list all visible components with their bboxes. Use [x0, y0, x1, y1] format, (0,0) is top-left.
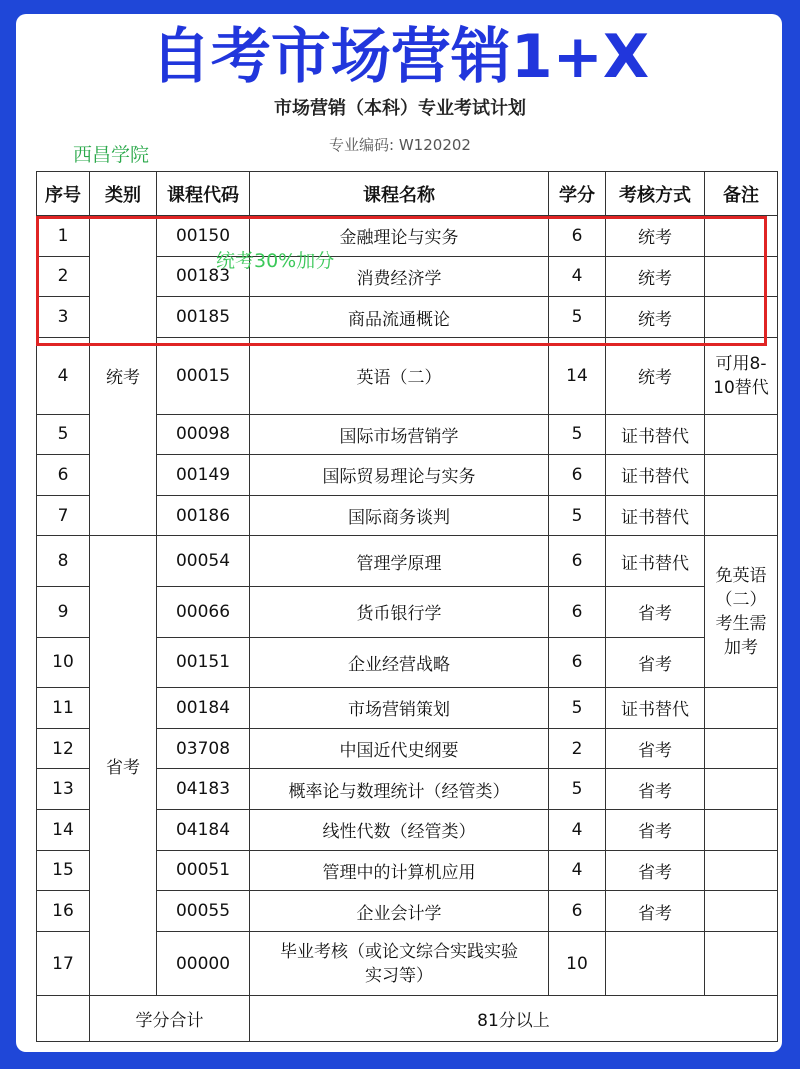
- exam-plan-table: [36, 171, 778, 1042]
- row-credit: 6: [549, 216, 606, 257]
- row-code: 00150: [157, 216, 250, 257]
- row-note: [705, 891, 778, 932]
- row-no: 6: [37, 455, 90, 496]
- row-method: 省考: [606, 850, 705, 891]
- row-no: 3: [37, 297, 90, 338]
- row-course-name: 金融理论与实务: [250, 216, 549, 257]
- row-no: 7: [37, 495, 90, 536]
- row-course-name: 消费经济学: [250, 256, 549, 297]
- row-no: 1: [37, 216, 90, 257]
- row-credit: 4: [549, 850, 606, 891]
- row-code: 00151: [157, 637, 250, 688]
- row-method: 统考: [606, 216, 705, 257]
- table-header-row: [37, 172, 778, 216]
- row-method: 省考: [606, 637, 705, 688]
- row-note: [705, 932, 778, 996]
- total-label: 学分合计: [90, 996, 250, 1042]
- row-no: 17: [37, 932, 90, 996]
- row-no: 5: [37, 414, 90, 455]
- row-credit: 6: [549, 891, 606, 932]
- header-credit: 学分: [549, 172, 606, 216]
- row-method: 证书替代: [606, 495, 705, 536]
- table-row: [37, 216, 778, 257]
- row-method: 省考: [606, 586, 705, 637]
- row-credit: 5: [549, 414, 606, 455]
- row-no: 8: [37, 536, 90, 587]
- row-no: 11: [37, 688, 90, 729]
- row-course-name: 线性代数（经管类）: [250, 809, 549, 850]
- category-provincial: 省考: [90, 536, 157, 996]
- row-note: [705, 728, 778, 769]
- row-course-name: 国际贸易理论与实务: [250, 455, 549, 496]
- row-note: [705, 297, 778, 338]
- row-note: [705, 455, 778, 496]
- row-note: [705, 809, 778, 850]
- table-row: [37, 536, 778, 587]
- major-code: 专业编码: W120202: [329, 136, 471, 154]
- plan-subtitle: 市场营销（本科）专业考试计划: [274, 98, 526, 119]
- row-note: [705, 256, 778, 297]
- header-code: 课程代码: [157, 172, 250, 216]
- header-course-name: 课程名称: [250, 172, 549, 216]
- total-value: 81分以上: [250, 996, 778, 1042]
- row-course-name: 国际市场营销学: [250, 414, 549, 455]
- row-method: 省考: [606, 891, 705, 932]
- row-code: 00066: [157, 586, 250, 637]
- row-credit: 6: [549, 536, 606, 587]
- row-method: 省考: [606, 809, 705, 850]
- category-unified: 统考: [90, 216, 157, 536]
- header-no: 序号: [37, 172, 90, 216]
- row-credit: 6: [549, 586, 606, 637]
- row-code: 00051: [157, 850, 250, 891]
- row-credit: 6: [549, 637, 606, 688]
- row-no: 10: [37, 637, 90, 688]
- row-method: 统考: [606, 297, 705, 338]
- row-course-name: 英语（二）: [250, 337, 549, 414]
- header-method: 考核方式: [606, 172, 705, 216]
- row-code: 03708: [157, 728, 250, 769]
- row-note: [705, 769, 778, 810]
- row-no: 12: [37, 728, 90, 769]
- header-category: 类别: [90, 172, 157, 216]
- row-code: 04184: [157, 809, 250, 850]
- row-credit: 5: [549, 297, 606, 338]
- row-method: 证书替代: [606, 688, 705, 729]
- row-credit: 14: [549, 337, 606, 414]
- row-no: 13: [37, 769, 90, 810]
- row-code: 00149: [157, 455, 250, 496]
- row-code: 00183: [157, 256, 250, 297]
- row-no: 9: [37, 586, 90, 637]
- row-code: 00000: [157, 932, 250, 996]
- row-course-name: 国际商务谈判: [250, 495, 549, 536]
- row-code: 00015: [157, 337, 250, 414]
- row-method: 证书替代: [606, 455, 705, 496]
- row-credit: 5: [549, 769, 606, 810]
- row-credit: 5: [549, 688, 606, 729]
- row-course-name: 商品流通概论: [250, 297, 549, 338]
- row-method: 省考: [606, 728, 705, 769]
- row-credit: 10: [549, 932, 606, 996]
- row-method: 统考: [606, 337, 705, 414]
- row-note: [705, 688, 778, 729]
- row-no: 15: [37, 850, 90, 891]
- row-credit: 2: [549, 728, 606, 769]
- row-method: 证书替代: [606, 536, 705, 587]
- row-credit: 4: [549, 809, 606, 850]
- row-note: 免英语（二）考生需加考: [705, 536, 778, 688]
- row-course-name: 毕业考核（或论文综合实践实验实习等）: [250, 932, 549, 996]
- row-code: 00098: [157, 414, 250, 455]
- row-course-name: 管理学原理: [250, 536, 549, 587]
- row-no: 16: [37, 891, 90, 932]
- header-note: 备注: [705, 172, 778, 216]
- row-no: 2: [37, 256, 90, 297]
- row-credit: 6: [549, 455, 606, 496]
- row-method: 统考: [606, 256, 705, 297]
- row-course-name: 市场营销策划: [250, 688, 549, 729]
- row-note: [705, 850, 778, 891]
- row-credit: 5: [549, 495, 606, 536]
- row-code: 00186: [157, 495, 250, 536]
- total-row: [37, 996, 778, 1042]
- row-note: [705, 495, 778, 536]
- row-course-name: 中国近代史纲要: [250, 728, 549, 769]
- page-title: 自考市场营销1+X: [150, 22, 650, 92]
- bonus-note: 统考30%加分: [216, 250, 335, 272]
- row-course-name: 管理中的计算机应用: [250, 850, 549, 891]
- row-no: 14: [37, 809, 90, 850]
- row-code: 00054: [157, 536, 250, 587]
- row-note: [705, 414, 778, 455]
- row-code: 00184: [157, 688, 250, 729]
- row-code: 04183: [157, 769, 250, 810]
- row-course-name: 企业会计学: [250, 891, 549, 932]
- row-no: 4: [37, 337, 90, 414]
- row-course-name: 企业经营战略: [250, 637, 549, 688]
- row-method: 证书替代: [606, 414, 705, 455]
- row-method: [606, 932, 705, 996]
- row-credit: 4: [549, 256, 606, 297]
- total-empty-cell: [37, 996, 90, 1042]
- school-name: 西昌学院: [73, 144, 150, 166]
- row-code: 00055: [157, 891, 250, 932]
- row-note: 可用8-10替代: [705, 337, 778, 414]
- row-code: 00185: [157, 297, 250, 338]
- row-note: [705, 216, 778, 257]
- row-method: 省考: [606, 769, 705, 810]
- row-course-name: 概率论与数理统计（经管类）: [250, 769, 549, 810]
- row-course-name: 货币银行学: [250, 586, 549, 637]
